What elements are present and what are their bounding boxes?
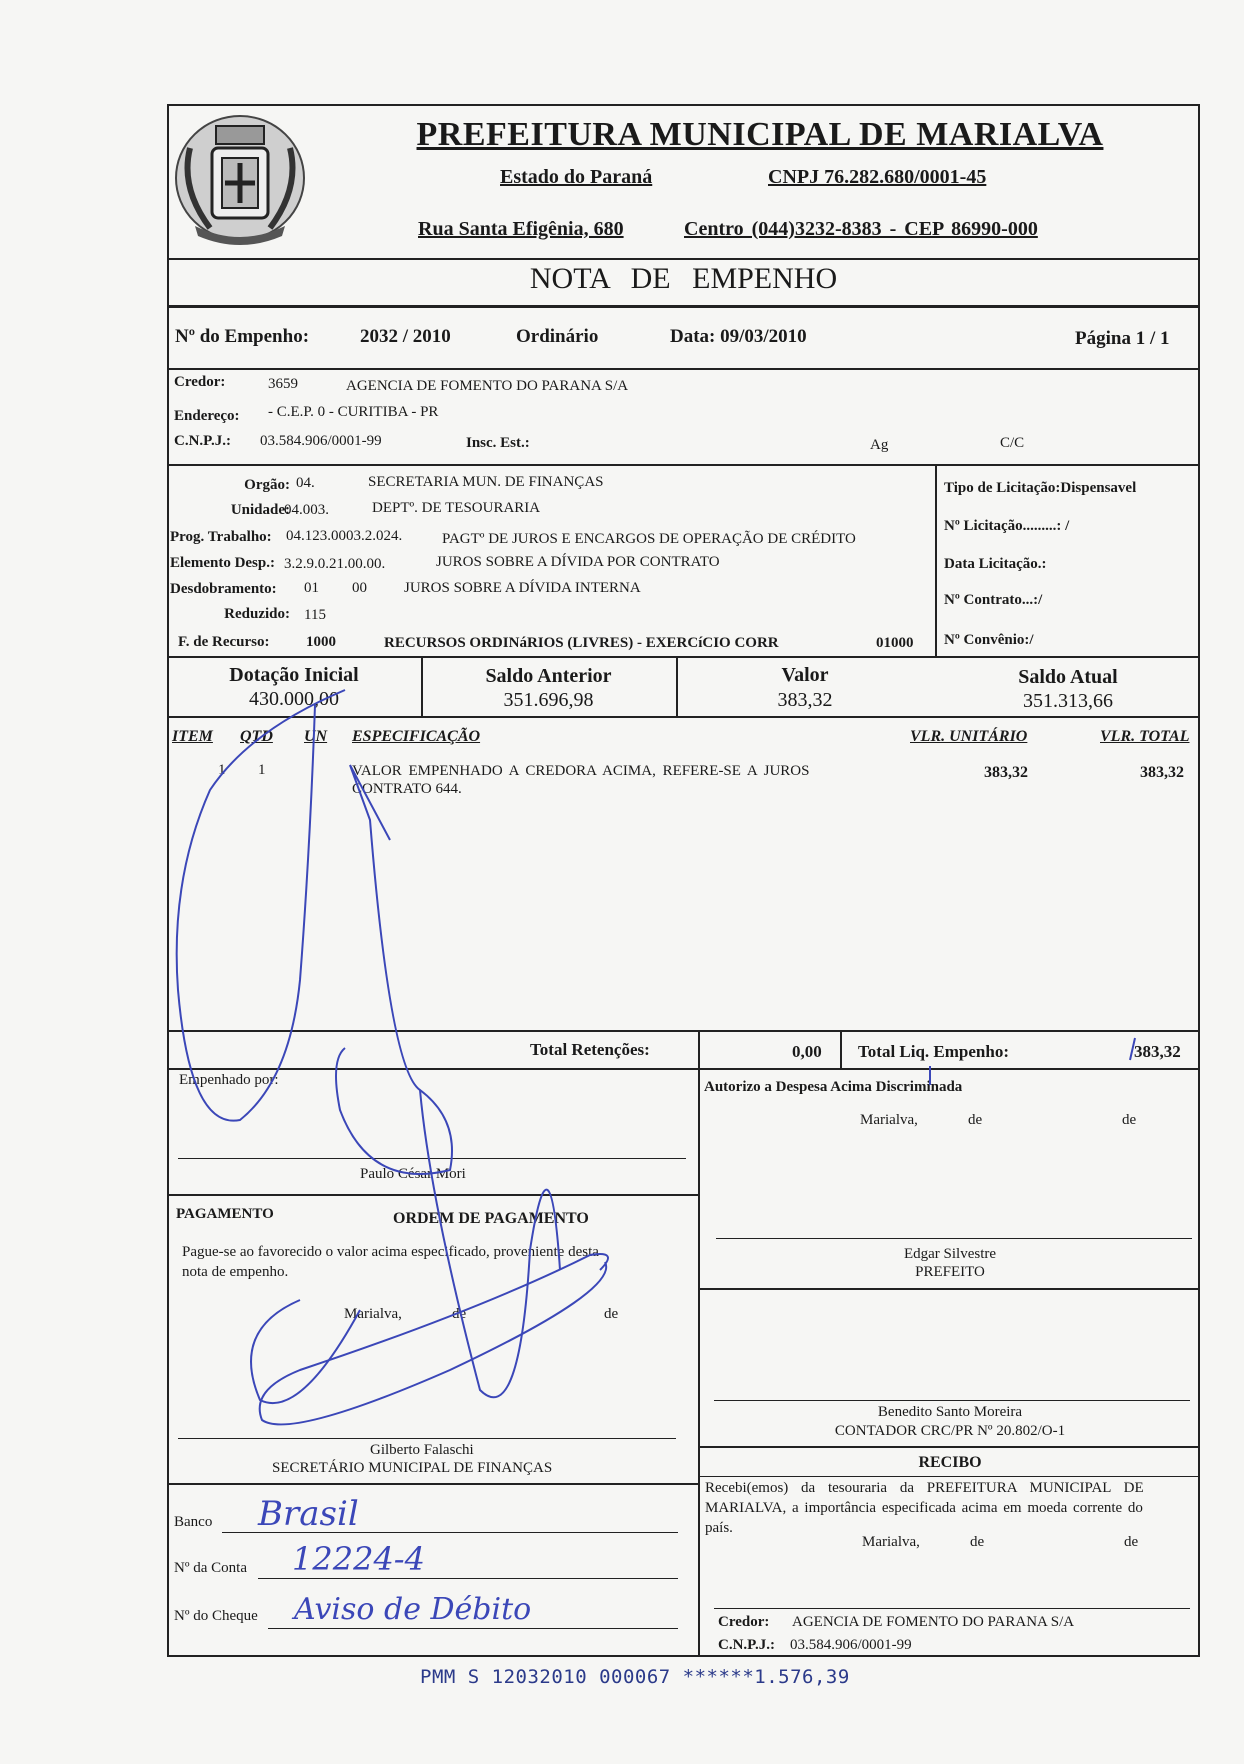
reduzido-code: 115 [304,607,326,623]
col-item: ITEM [172,728,213,745]
orgao-code: 04. [296,475,315,491]
cnpj-label: C.N.P.J.: [174,433,231,449]
org-title: PREFEITURA MUNICIPAL DE MARIALVA [416,116,1104,153]
prog-trabalho-name: PAGTº DE JUROS E ENCARGOS DE OPERAÇÃO DE CRÉDITO [442,531,856,547]
cnpj-value: 03.584.906/0001-99 [260,433,382,449]
item-vlr-unitario: 383,32 [984,764,1028,781]
total-liquido-label: Total Liq. Empenho: [858,1042,1009,1061]
fonte-code: 1000 [306,634,336,650]
recibo-credor-name: AGENCIA DE FOMENTO DO PARANA S/A [792,1614,1075,1630]
item-number: 1 [218,762,226,778]
item-spec-line1: VALOR EMPENHADO A CREDORA ACIMA, REFERE-SE A JUROS [352,763,810,779]
recibo-city: Marialva, [862,1534,920,1550]
dotacao-inicial-value: 430.000,00 [249,688,339,710]
payment-stamp: PMM S 12032010 000067 ******1.576,39 [420,1666,850,1688]
recibo-de-1: de [970,1534,985,1550]
saldo-anterior-value: 351.696,98 [503,689,594,711]
reduzido-label: Reduzido: [224,606,290,622]
pagamento-de-1: de [452,1306,467,1322]
elemento-name: JUROS SOBRE A DÍVIDA POR CONTRATO [436,554,720,570]
desdobramento-name: JUROS SOBRE A DÍVIDA INTERNA [404,580,641,596]
cheque-label: Nº do Cheque [174,1608,258,1624]
empenhado-por-name: Paulo César Mori [360,1166,466,1182]
col-un: UN [304,728,328,745]
org-state: Estado do Paraná [500,166,653,188]
conta-label: Nº da Conta [174,1560,247,1576]
contador-name: Benedito Santo Moreira [877,1404,1023,1420]
unidade-label: Unidade: [230,502,290,518]
desdobramento-b: 00 [352,580,367,596]
pagamento-text-line1: Pague-se ao favorecido o valor acima especificado, proveniente desta [182,1244,599,1260]
total-retencoes-value: 0,00 [792,1042,822,1061]
saldo-atual-label: Saldo Atual [1018,666,1118,688]
recibo-de-2: de [1124,1534,1139,1550]
pagamento-label: PAGAMENTO [176,1206,274,1222]
autorizo-de-2: de [1122,1112,1137,1128]
total-liquido-value: 383,32 [1134,1042,1181,1061]
pagamento-de-2: de [604,1306,619,1322]
cc-label: C/C [1000,435,1025,451]
recibo-title: RECIBO [918,1454,982,1471]
prefeito-title: PREFEITO [915,1264,985,1280]
licitacao-data: Data Licitação.: [944,556,1047,572]
recibo-text-line1: Recebi(emos) da tesouraria da PREFEITURA MUNICIPAL DE [705,1480,1144,1496]
ordem-pagamento-title: ORDEM DE PAGAMENTO [393,1210,589,1227]
pagamento-city: Marialva, [344,1306,402,1322]
fonte-name: RECURSOS ORDINáRIOS (LIVRES) - EXERCíCIO CORR [384,635,779,651]
coat-of-arms-logo [170,108,310,253]
licitacao-contrato: Nº Contrato...:/ [944,592,1043,608]
licitacao-numero: Nº Licitação.........: / [944,518,1070,534]
unidade-code: 04.003. [284,502,329,518]
autorizo-text: Autorizo a Despesa Acima Discriminada [704,1079,963,1095]
credor-code: 3659 [268,376,298,392]
autorizo-de-1: de [968,1112,983,1128]
fonte-number: 01000 [876,635,914,651]
credor-name: AGENCIA DE FOMENTO DO PARANA S/A [346,378,629,394]
autorizo-city: Marialva, [860,1112,918,1128]
page-number: Página 1 / 1 [1075,328,1170,349]
col-vlr-total: VLR. TOTAL [1100,728,1190,745]
secretario-name: Gilberto Falaschi [370,1442,474,1458]
secretario-title: SECRETÁRIO MUNICIPAL DE FINANÇAS [272,1460,553,1476]
empenho-type: Ordinário [516,326,599,347]
conta-handwritten: 12224-4 [292,1540,425,1578]
cheque-handwritten: Aviso de Débito [294,1592,532,1627]
elemento-code: 3.2.9.0.21.00.00. [284,556,386,572]
item-spec-line2: CONTRATO 644. [352,781,462,797]
banco-label: Banco [174,1514,213,1530]
recibo-credor-label: Credor: [718,1614,770,1630]
item-qtd: 1 [258,762,266,778]
recibo-cnpj-label: C.N.P.J.: [718,1637,775,1653]
recibo-text-line2: MARIALVA, a importância especificada acima em moeda corrente do [705,1500,1143,1516]
col-especificacao: ESPECIFICAÇÃO [352,728,481,745]
desdobramento-label: Desdobramento: [170,581,277,597]
dotacao-inicial-label: Dotação Inicial [229,664,359,686]
recibo-cnpj-value: 03.584.906/0001-99 [790,1637,912,1653]
fonte-label: F. de Recurso: [178,634,270,650]
unidade-name: DEPTº. DE TESOURARIA [372,500,541,516]
banco-handwritten: Brasil [258,1494,359,1534]
insc-est-label: Insc. Est.: [466,435,530,451]
contador-title: CONTADOR CRC/PR Nº 20.802/O-1 [834,1423,1066,1439]
item-vlr-total: 383,32 [1140,764,1184,781]
elemento-label: Elemento Desp.: [170,555,275,571]
org-street: Rua Santa Efigênia, 680 [418,218,624,240]
empenhado-por-label: Empenhado por: [179,1072,279,1088]
total-retencoes-label: Total Retenções: [530,1040,650,1059]
prog-trabalho-code: 04.123.0003.2.024. [286,528,403,544]
empenho-date: Data: 09/03/2010 [670,326,807,347]
recibo-text-line3: país. [705,1520,733,1536]
desdobramento-a: 01 [304,580,319,596]
saldo-atual-value: 351.313,66 [1023,690,1113,712]
endereco-value: - C.E.P. 0 - CURITIBA - PR [268,404,439,420]
ag-label: Ag [870,437,889,453]
saldo-anterior-label: Saldo Anterior [485,665,612,687]
col-vlr-unitario: VLR. UNITÁRIO [910,728,1028,745]
prefeito-name: Edgar Silvestre [903,1246,997,1262]
org-cnpj: CNPJ 76.282.680/0001-45 [768,166,987,188]
valor-value: 383,32 [777,689,833,711]
prog-trabalho-label: Prog. Trabalho: [170,529,272,545]
endereco-label: Endereço: [174,408,240,424]
empenho-label: Nº do Empenho: [175,326,310,347]
licitacao-convenio: Nº Convênio:/ [944,632,1034,648]
valor-label: Valor [781,664,829,686]
licitacao-tipo: Tipo de Licitação:Dispensavel [944,480,1137,496]
credor-label: Credor: [174,374,226,390]
org-address: Centro (044)3232-8383 - CEP 86990-000 [684,218,1038,240]
orgao-label: Orgão: [244,477,290,493]
document-title: NOTA DE EMPENHO [529,262,838,295]
orgao-name: SECRETARIA MUN. DE FINANÇAS [368,474,604,490]
col-qtd: QTD [240,728,273,745]
pagamento-text-line2: nota de empenho. [182,1264,289,1280]
empenho-number: 2032 / 2010 [360,326,451,347]
